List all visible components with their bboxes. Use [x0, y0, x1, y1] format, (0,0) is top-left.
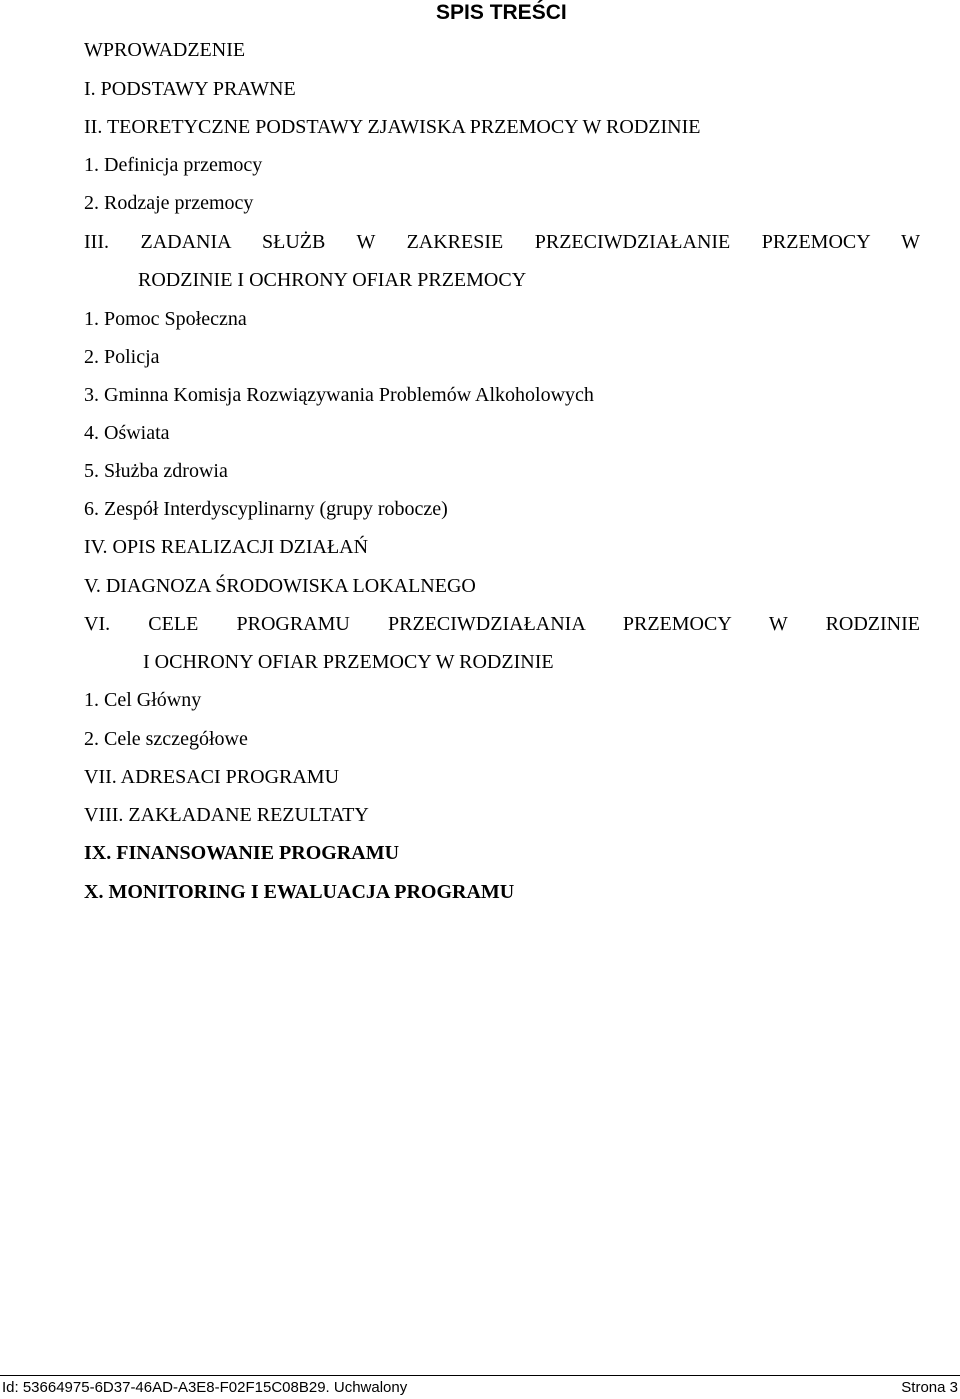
toc-entry-alcohol-commission: 3. Gminna Komisja Rozwiązywania Problemów Alkoholowych — [84, 384, 594, 406]
toc-entry-services-tasks: III. ZADANIA SŁUŻB W ZAKRESIE PRZECIWDZIAŁANIE PRZEMOCY W — [84, 231, 920, 253]
toc-entry-violence-definition: 1. Definicja przemocy — [84, 154, 263, 176]
page-title: SPIS TREŚCI — [436, 1, 567, 24]
toc-entry-program-goals-continued: I OCHRONY OFIAR PRZEMOCY W RODZINIE — [143, 651, 554, 673]
toc-entry-education: 4. Oświata — [84, 422, 170, 444]
toc-entry-interdisciplinary-team: 6. Zespół Interdyscyplinarny (grupy robocze) — [84, 498, 448, 520]
toc-entry-health-service: 5. Służba zdrowia — [84, 460, 228, 482]
toc-entry-specific-goals: 2. Cele szczegółowe — [84, 728, 248, 750]
toc-entry-services-tasks-continued: RODZINIE I OCHRONY OFIAR PRZEMOCY — [138, 269, 527, 291]
toc-entry-introduction: WPROWADZENIE — [84, 39, 246, 61]
toc-entry-program-goals: VI. CELE PROGRAMU PRZECIWDZIAŁANIA PRZEMOCY W RODZINIE — [84, 613, 920, 635]
toc-entry-theoretical-basis: II. TEORETYCZNE PODSTAWY ZJAWISKA PRZEMOCY W RODZINIE — [84, 116, 701, 138]
footer-page-number: Strona 3 — [901, 1379, 958, 1396]
toc-entry-local-diagnosis: V. DIAGNOZA ŚRODOWISKA LOKALNEGO — [84, 575, 476, 597]
toc-entry-monitoring: X. MONITORING I EWALUACJA PROGRAMU — [84, 881, 515, 903]
toc-entry-addressees: VII. ADRESACI PROGRAMU — [84, 766, 340, 788]
toc-entry-expected-results: VIII. ZAKŁADANE REZULTATY — [84, 804, 369, 826]
toc-entry-social-help: 1. Pomoc Społeczna — [84, 308, 247, 330]
toc-entry-actions-description: IV. OPIS REALIZACJI DZIAŁAŃ — [84, 536, 369, 558]
footer-document-id: Id: 53664975-6D37-46AD-A3E8-F02F15C08B29. Uchwalony — [2, 1379, 408, 1396]
toc-entry-financing: IX. FINANSOWANIE PROGRAMU — [84, 842, 400, 864]
toc-entry-police: 2. Policja — [84, 346, 160, 368]
toc-entry-main-goal: 1. Cel Główny — [84, 689, 202, 711]
toc-entry-violence-types: 2. Rodzaje przemocy — [84, 192, 254, 214]
footer-divider — [0, 1375, 960, 1376]
toc-entry-legal-basis: I. PODSTAWY PRAWNE — [84, 78, 296, 100]
